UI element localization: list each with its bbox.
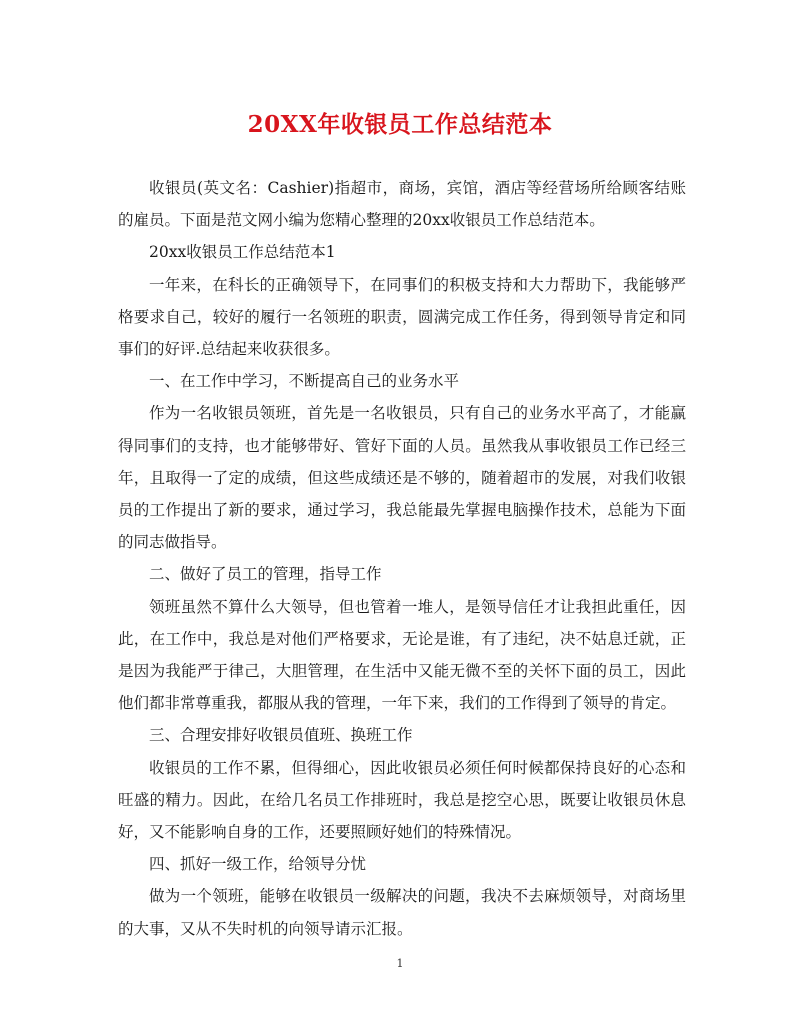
section-heading-4: 四、抓好一级工作，给领导分忧 — [149, 855, 367, 874]
section-body-3: 收银员的工作不累，但得细心，因此收银员必须任何时候都保持良好的心态和旺盛的精力。因此，在给几名员工作排班时，我总是挖空心思，既要让收银员休息好，又不能影响自身的工作，还要照顾好她们的特殊情况。 — [118, 758, 686, 842]
paragraph-subtitle: 20xx收银员工作总结范本1 — [149, 243, 336, 262]
section-body-2: 领班虽然不算什么大领导，但也管着一堆人，是领导信任才让我担此重任，因此，在工作中，我总是对他们严格要求，无论是谁，有了违纪，决不姑息迁就，正是因为我能严于律己，大胆管理，在生活中又能无微不至的关怀下面的员工，因此他们都非常尊重我，都服从我的管理，一年下来，我们的工作得到了领导的肯定。 — [118, 597, 686, 713]
document-body — [118, 172, 686, 945]
section-heading-3: 三、合理安排好收银员值班、换班工作 — [149, 726, 413, 745]
section-heading-2: 二、做好了员工的管理，指导工作 — [149, 565, 382, 584]
page-number: 1 — [396, 957, 404, 970]
section-heading-1: 一、在工作中学习，不断提高自己的业务水平 — [149, 372, 460, 391]
paragraph-intro: 收银员(英文名：Cashier)指超市，商场，宾馆，酒店等经营场所给顾客结账的雇员。下面是范文网小编为您精心整理的20xx收银员工作总结范本。 — [118, 179, 686, 230]
paragraph-summary: 一年来，在科长的正确领导下，在同事们的积极支持和大力帮助下，我能够严格要求自己，较好的履行一名领班的职责，圆满完成工作任务，得到领导肯定和同事们的好评.总结起来收获很多。 — [118, 275, 686, 359]
section-body-4: 做为一个领班，能够在收银员一级解决的问题，我决不去麻烦领导，对商场里的大事，又从不失时机的向领导请示汇报。 — [118, 887, 686, 938]
section-body-1: 作为一名收银员领班，首先是一名收银员，只有自己的业务水平高了，才能赢得同事们的支持，也才能够带好、管好下面的人员。虽然我从事收银员工作已经三年，且取得一了定的成绩，但这些成绩还是不够的，随着超市的发展，对我们收银员的工作提出了新的要求，通过学习，我总能最先掌握电脑操作技术，总能为下面的同志做指导。 — [118, 404, 686, 552]
document-title: 20XX年收银员工作总结范本 — [247, 111, 553, 138]
